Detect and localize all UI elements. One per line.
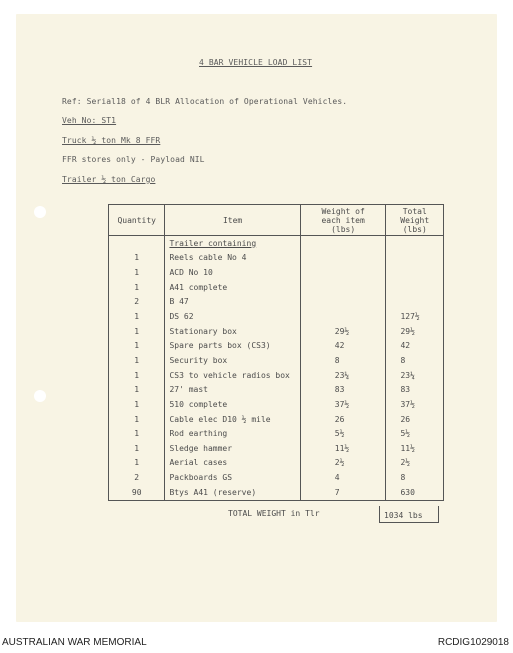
punch-hole — [34, 206, 46, 218]
table-row — [109, 295, 444, 310]
row-quantity: 1 — [109, 368, 165, 383]
table-header-row — [109, 205, 444, 236]
row-quantity: 1 — [109, 412, 165, 427]
row-weight-each: 83 — [300, 382, 386, 397]
row-item: 27' mast — [165, 382, 300, 397]
row-total-weight: 29½ — [386, 324, 444, 339]
row-weight-each: 23¼ — [300, 368, 386, 383]
row-quantity: 1 — [109, 382, 165, 397]
row-quantity: 1 — [109, 280, 165, 295]
table-row — [109, 368, 444, 383]
vehicle-number: Veh No: ST1 — [62, 116, 117, 125]
row-total-weight — [386, 295, 444, 310]
row-total-weight: 42 — [386, 338, 444, 353]
row-item: CS3 to vehicle radios box — [165, 368, 300, 383]
row-item: Security box — [165, 353, 300, 368]
row-total-weight: 37½ — [386, 397, 444, 412]
stores-line: FFR stores only - Payload NIL — [62, 155, 205, 164]
header-item: Item — [165, 205, 300, 236]
row-item: Trailer containing — [165, 236, 300, 251]
row-quantity: 1 — [109, 324, 165, 339]
row-quantity: 1 — [109, 265, 165, 280]
row-item: Packboards GS — [165, 470, 300, 485]
row-item: Sledge hammer — [165, 441, 300, 456]
row-weight-each: 37½ — [300, 397, 386, 412]
row-quantity: 1 — [109, 397, 165, 412]
table-row — [109, 426, 444, 441]
row-quantity: 2 — [109, 295, 165, 310]
row-weight-each: 26 — [300, 412, 386, 427]
load-table — [108, 204, 444, 501]
header-quantity: Quantity — [109, 205, 165, 236]
row-item: ACD No 10 — [165, 265, 300, 280]
row-total-weight: 8 — [386, 353, 444, 368]
table-row — [109, 236, 444, 251]
table-row — [109, 412, 444, 427]
row-total-weight — [386, 251, 444, 266]
row-total-weight: 11½ — [386, 441, 444, 456]
row-total-weight: 83 — [386, 382, 444, 397]
footer-record-id: RCDIG1029018 — [437, 637, 509, 648]
row-weight-each: 7 — [300, 485, 386, 500]
table-row — [109, 309, 444, 324]
total-weight-label: TOTAL WEIGHT in Tlr — [228, 509, 320, 518]
row-item: Stationary box — [165, 324, 300, 339]
row-weight-each: 4 — [300, 470, 386, 485]
row-weight-each — [300, 280, 386, 295]
total-weight-value: 1034 lbs — [384, 511, 423, 520]
row-weight-each — [300, 309, 386, 324]
row-quantity: 1 — [109, 441, 165, 456]
row-weight-each: 2½ — [300, 456, 386, 471]
row-weight-each: 5½ — [300, 426, 386, 441]
table-row — [109, 265, 444, 280]
table-row — [109, 280, 444, 295]
row-quantity: 1 — [109, 251, 165, 266]
row-weight-each: 8 — [300, 353, 386, 368]
row-weight-each — [300, 236, 386, 251]
row-quantity: 1 — [109, 456, 165, 471]
table-row — [109, 353, 444, 368]
row-item: A41 complete — [165, 280, 300, 295]
row-total-weight — [386, 236, 444, 251]
table-row — [109, 441, 444, 456]
row-item: 510 complete — [165, 397, 300, 412]
row-quantity: 1 — [109, 353, 165, 368]
punch-hole — [34, 390, 46, 402]
row-quantity: 1 — [109, 426, 165, 441]
row-item: Reels cable No 4 — [165, 251, 300, 266]
table-row — [109, 470, 444, 485]
table-row — [109, 456, 444, 471]
row-total-weight: 5½ — [386, 426, 444, 441]
row-quantity: 90 — [109, 485, 165, 500]
row-weight-each — [300, 251, 386, 266]
row-item: B 47 — [165, 295, 300, 310]
row-total-weight: 630 — [386, 485, 444, 500]
row-quantity — [109, 236, 165, 251]
table-row — [109, 251, 444, 266]
row-weight-each — [300, 265, 386, 280]
table-row — [109, 324, 444, 339]
row-quantity: 1 — [109, 338, 165, 353]
row-total-weight — [386, 265, 444, 280]
row-weight-each: 29½ — [300, 324, 386, 339]
header-total-weight: Total Weight (lbs) — [386, 205, 444, 236]
row-weight-each — [300, 295, 386, 310]
table-row — [109, 338, 444, 353]
table-row — [109, 397, 444, 412]
row-item: Spare parts box (CS3) — [165, 338, 300, 353]
table-row — [109, 485, 444, 500]
reference-line: Ref: Serial18 of 4 BLR Allocation of Operational Vehicles. — [62, 97, 348, 106]
row-item: Rod earthing — [165, 426, 300, 441]
row-total-weight: 26 — [386, 412, 444, 427]
header-weight-each: Weight of each item (lbs) — [300, 205, 386, 236]
row-weight-each: 11½ — [300, 441, 386, 456]
document-title: 4 BAR VEHICLE LOAD LIST — [199, 58, 313, 67]
row-quantity: 2 — [109, 470, 165, 485]
row-total-weight: 2½ — [386, 456, 444, 471]
row-item: Cable elec D10 ½ mile — [165, 412, 300, 427]
row-item: DS 62 — [165, 309, 300, 324]
row-total-weight: 8 — [386, 470, 444, 485]
row-quantity: 1 — [109, 309, 165, 324]
trailer-line: Trailer ½ ton Cargo — [62, 175, 156, 184]
truck-line: Truck ½ ton Mk 8 FFR — [62, 136, 161, 145]
row-total-weight: 127½ — [386, 309, 444, 324]
footer-archive-name: AUSTRALIAN WAR MEMORIAL — [2, 637, 147, 648]
table-row — [109, 382, 444, 397]
row-total-weight — [386, 280, 444, 295]
row-item: Aerial cases — [165, 456, 300, 471]
row-weight-each: 42 — [300, 338, 386, 353]
row-total-weight: 23¼ — [386, 368, 444, 383]
row-item: Btys A41 (reserve) — [165, 485, 300, 500]
